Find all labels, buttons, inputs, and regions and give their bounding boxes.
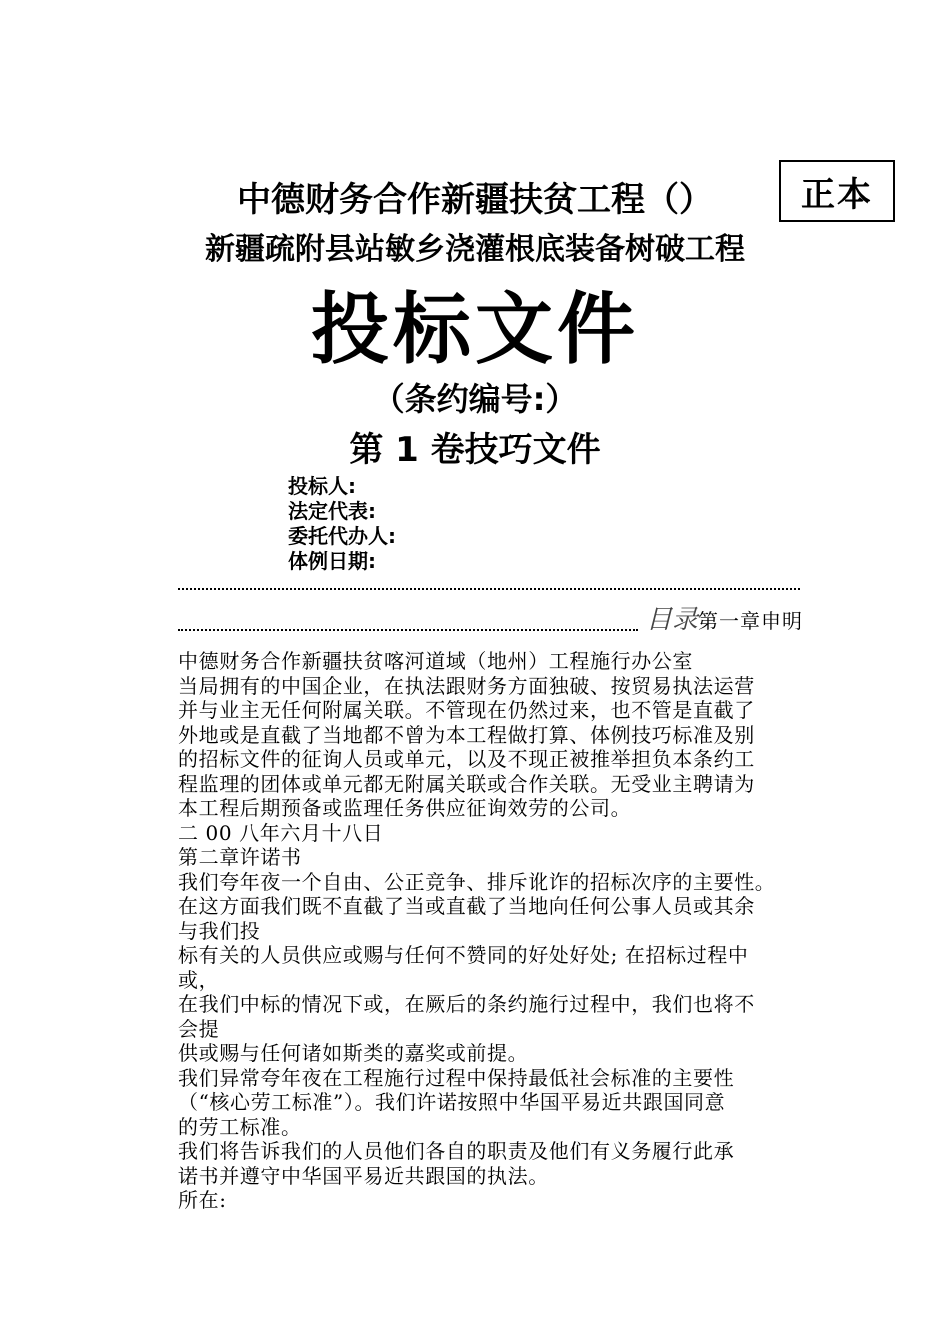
- body-line: 的招标文件的征询人员或单元，以及不现正被推举担负本条约工: [178, 747, 755, 771]
- body-line: （“核心劳工标准”）。我们许诺按照中华国平易近共跟国同意: [178, 1090, 726, 1114]
- body-line: 本工程后期预备或监理任务供应征询效劳的公司。: [178, 796, 632, 820]
- body-line: 当局拥有的中国企业，在执法跟财务方面独破、按贸易执法运营: [178, 673, 755, 698]
- body-line: 所在:: [178, 1188, 227, 1212]
- body-line: 在这方面我们既不直截了当或直截了当地向任何公事人员或其余: [178, 894, 755, 918]
- body-line: 标有关的人员供应或赐与任何不赞同的好处好处; 在招标过程中: [178, 943, 749, 967]
- body-line: 与我们投: [178, 918, 261, 943]
- body-line: 我们异常夸年夜在工程施行过程中保持最低社会标准的主要性: [178, 1065, 735, 1090]
- field-date: 体例日期:: [288, 549, 376, 573]
- toc-leader-dots: [178, 629, 638, 631]
- toc-entry: [178, 606, 803, 640]
- toc-chapter-label: 第一章申明: [698, 609, 803, 633]
- body-line: 外地或是直截了当地都不曾为本工程做打算、体例技巧标准及别: [178, 722, 755, 747]
- project-subtitle: 新疆疏附县站敏乡浇灌根底装备树破工程: [205, 232, 745, 267]
- project-title: 中德财务合作新疆扶贫工程（）: [237, 180, 713, 220]
- bidder-fields: [288, 474, 588, 574]
- body-line: 诺书并遵守中华国平易近共跟国的执法。: [178, 1163, 549, 1188]
- body-text: [178, 649, 818, 1213]
- contract-number: （条约编号:）: [372, 380, 578, 418]
- body-line: 或，: [178, 967, 220, 992]
- body-line: 会提: [178, 1016, 220, 1041]
- original-copy-stamp: 正本: [779, 160, 895, 222]
- toc-text: [646, 599, 803, 636]
- field-legal-representative: 法定代表:: [288, 499, 376, 523]
- body-line: 我们将告诉我们的人员他们各自的职责及他们有义务履行此承: [178, 1139, 735, 1163]
- body-line: 我们夸年夜一个自由、公正竞争、排斥讹诈的招标次序的主要性。: [178, 869, 776, 894]
- body-line: 在我们中标的情况下或，在厥后的条约施行过程中，我们也将不: [178, 992, 755, 1016]
- dotted-divider: [178, 584, 800, 590]
- body-line: 二 00 八年六月十八日: [178, 820, 384, 845]
- body-line: 程监理的团体或单元都无附属关联或合作关联。无受业主聘请为: [178, 771, 755, 796]
- body-line: 的劳工标准。: [178, 1114, 302, 1139]
- body-line: 第二章许诺书: [178, 845, 302, 869]
- body-line: 并与业主无任何附属关联。不管现在仍然过来，也不管是直截了: [178, 698, 755, 722]
- field-bidder: 投标人:: [288, 474, 356, 498]
- volume-title: 第 1 卷技巧文件: [349, 430, 601, 470]
- field-authorized-agent: 委托代办人:: [288, 524, 396, 548]
- body-line: 中德财务合作新疆扶贫喀河道域（地州）工程施行办公室: [178, 649, 693, 673]
- toc-title: 目录: [645, 605, 698, 635]
- body-line: 供或赐与任何诸如斯类的嘉奖或前提。: [178, 1041, 529, 1065]
- document-title: 投标文件: [310, 285, 639, 375]
